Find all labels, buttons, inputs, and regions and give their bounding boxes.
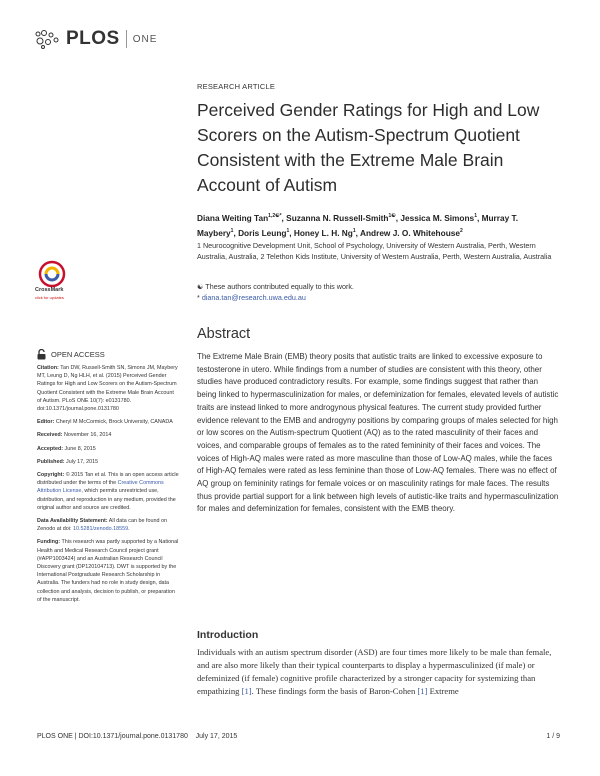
zenodo-doi-link[interactable]: 10.5281/zenodo.18559 (72, 526, 129, 533)
author-affiliation-marker: 1,2☯* (268, 213, 282, 219)
author-name: , Suzanna N. Russell-Smith (281, 212, 389, 223)
plos-one-logo[interactable] (34, 28, 157, 50)
author-name: , Murray T. Maybery (197, 212, 519, 239)
plos-logo-icon (34, 29, 62, 49)
citation-ref[interactable]: [1] (241, 686, 252, 696)
open-access-label: OPEN ACCESS (51, 350, 105, 359)
author-affiliation-marker: 1 (286, 228, 290, 235)
crossmark-icon[interactable] (37, 260, 67, 288)
crossmark-sub[interactable]: click for updates (35, 295, 64, 300)
author-affiliation-marker: 1 (352, 228, 356, 235)
author-list (197, 210, 557, 241)
author-affiliation-marker: 1 (474, 213, 477, 219)
logo-journal-name: ONE (132, 33, 158, 45)
introduction-text: Individuals with an autism spectrum disorder (ASD) are four times more likely to be male than female, and are also more likely than their typical counterparts to display a hypermasculinized (if male) or defeminized (if female) cognitive profile characterized by a stronger capacity for systemizing than empathizing [1]. These findings form the basis of Baron-Cohen [1] Extreme (197, 647, 552, 696)
article-info-sidebar (37, 364, 179, 609)
author-name: Diana Weiting Tan (197, 212, 269, 223)
email-link[interactable]: diana.tan@research.uwa.edu.au (201, 293, 306, 302)
author-affiliation-marker: 1 (230, 228, 234, 235)
received-date: Received: November 16, 2014 (37, 432, 112, 439)
introduction-heading: Introduction (197, 629, 259, 641)
accepted-date: Accepted: June 8, 2015 (37, 445, 96, 452)
citation-ref[interactable]: [1] (417, 686, 428, 696)
abstract-text: The Extreme Male Brain (EMB) theory posits that autistic traits are linked to excessive exposure to testosterone in utero. While findings from a number of studies are consistent with this theory, other studies have produced contradictory results. For example, some findings suggest that rather than being linked to hypermasculinization for males, or defeminization for females, elevated levels of autistic traits are instead linked to more androgynous physical features. The current study provided further evidence relevant to the EMB and androgyny positions by comparing groups of males selected for high or low scores on the Autism-spectrum Quotient (AQ) as to the rated masculinity of their faces and voices, and comparable groups of females as to the rated femininity of their faces and voices. The voices of High-AQ males were rated as more masculine than those of Low-AQ males, while the faces of High-AQ females were rated as less feminine than those of Low-AQ females. There was no effect of AQ group on femininity ratings for female voices or on masculinity ratings for male faces. The results thus provide partial support for a link between high levels of autistic-like traits and hypermasculinization for males and defeminization for females, consistent with the EMB theory. (197, 352, 559, 514)
author-affiliation-marker: 1☯ (388, 213, 396, 219)
corresponding-email (197, 293, 306, 302)
logo-divider (126, 30, 127, 48)
author-name: , Andrew J. O. Whitehouse (355, 228, 460, 239)
author-name: , Honey L. H. Ng (289, 228, 353, 239)
author-affiliation-marker: 2 (460, 228, 463, 235)
open-access-badge (37, 349, 105, 360)
published-date: Published: July 17, 2015 (37, 458, 99, 465)
author-name: , Doris Leung (233, 228, 287, 239)
page-footer: PLOS ONE | DOI:10.1371/journal.pone.0131780 July 17, 2015 (37, 733, 238, 740)
citation: Citation: Tan DW, Russell-Smith SN, Simons JM, Maybery MT, Leung D, Ng HLH, et al. (2015) Perceived Gender Ratings for High and Low Scorers on the Autism-Spectrum Quotient Consistent with the Extreme Male Brain Account of Autism. PLoS ONE 10(7): e0131780. doi:10.1371/journal.pone.0131780 (37, 365, 178, 413)
article-title: Perceived Gender Ratings for High and Low Scorers on the Autism-Spectrum Quotient Consistent with the Extreme Male Brain Account of Autism (197, 100, 540, 195)
license-link[interactable]: Creative Commons Attribution License (37, 480, 164, 495)
copyright: Copyright: © 2015 Tan et al. This is an open access article distributed under the terms of the Creative Commons Attribution License, which permits unrestricted use, distribution, and reproduction in any medium, provided the original author and source are credited. (37, 472, 179, 511)
funding: Funding: This research was partly supported by a National Health and Medical Research Council project grant (#APP1003424) and an Australian Research Council Discovery grant (DP120104713). DWT is supported by the International Postgraduate Research Scholarship in Australia. The funders had no role in study design, data collection and analysis, decision to publish, or preparation of the manuscript. (37, 539, 179, 603)
open-lock-icon (37, 349, 46, 360)
email-marker: * (197, 293, 200, 302)
author-name: , Jessica M. Simons (395, 212, 475, 223)
editor: Editor: Cheryl M McCormick, Brock University, CANADA (37, 419, 173, 426)
equal-contribution-note: ☯ These authors contributed equally to this work. (197, 282, 354, 291)
page-number: 1 / 9 (546, 733, 560, 740)
abstract-heading: Abstract (197, 326, 251, 342)
crossmark-label[interactable]: CrossMark (35, 287, 64, 293)
data-availability: Data Availability Statement: All data can be found on Zenodo at doi: 10.5281/zenodo.18559. (37, 518, 167, 533)
article-type: RESEARCH ARTICLE (197, 82, 276, 91)
affiliations: 1 Neurocognitive Development Unit, School of Psychology, University of Western Australia, Perth, Western Australia, Australia, 2 Telethon Kids Institute, University of Western Australia, Perth, Western Australia, Australia (197, 241, 552, 261)
logo-brand: PLOS (66, 28, 120, 49)
